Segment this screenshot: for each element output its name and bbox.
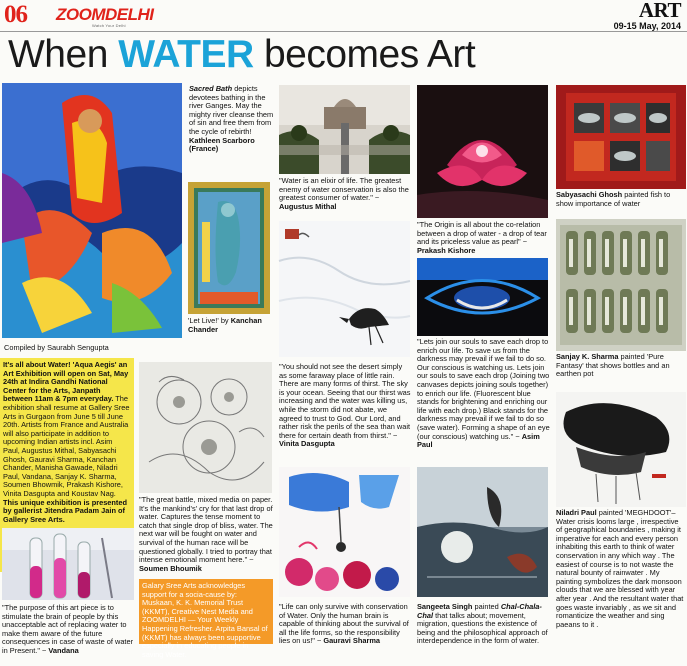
headline-pre: When xyxy=(8,33,119,76)
caption-purpose-text: "The purpose of this art piece is to stimulate the brain of people by this unacceptable act of replacing water to make them aware of the future consequences in case of waste of water in Present." ~ xyxy=(2,603,134,655)
caption-sacred-bath-text: depicts devotees bathing in the river Ganges. May the mighty river cleanse them of sin and free them from the cycle of rebirth! xyxy=(189,84,274,136)
meghdoot-painting xyxy=(556,392,686,507)
caption-chal-text: that talks about; movement, migration, questions the existence of being and the philosophical approach of interdependence in the form of water. xyxy=(417,610,548,646)
caption-origin xyxy=(417,221,550,257)
issue-date: 09-15 May, 2014 xyxy=(613,21,681,31)
caption-let-live-artist: Kanchan Chander xyxy=(188,316,262,334)
caption-fish-text: painted fish to show importance of water xyxy=(556,190,671,208)
purpose-artwork xyxy=(2,528,134,600)
caption-pure-fantasy-artist: Sanjay K. Sharma xyxy=(556,352,619,361)
chal-chala-chal-painting xyxy=(417,467,548,597)
caption-purpose-artist: Vandana xyxy=(48,645,79,655)
support-acknowledgement-box xyxy=(139,579,273,659)
exhibition-info-body: The exhibition shall resume at Gallery Sree Arts in Gurgaon from June 5 till June 20th. Artists from France and Australia will also participate in addition to upcoming Indian artists incl. Asim Paul, Augustus Mithal, Sabyasachi Ghosh, Gauravi Sharma, Kanchan Chander, Manisha Gawade, Niladri Paul, Vandana, Sanjay K. Sharma, Soumen Bhowmik, Prakash Kishore, Vinita Dasgupta and Koustav Nag. xyxy=(3,394,130,498)
caption-elixir-artist: Augustus Mithal xyxy=(279,201,337,211)
sacred-bath-painting xyxy=(2,83,182,338)
caption-meghdoot-text: painted 'MEGHDOOT'– Water crisis looms large , irrespective of geographical boundaries , making it imperative for each and every person inhabiting this earth to think of water conservation in any which way . The easiest of course is to not waste the natural bounty of rainwater . My painting symbolizes the dark monsoon clouds that we are blessed with year after year . And the resultant water that goes waste invariably , as we sit and romanticize the weather and sing paeans to it . xyxy=(556,508,684,629)
caption-pure-fantasy-text: painted 'Pure Fantasy' that shows bottles and an earthen pot xyxy=(556,352,670,379)
caption-origin-artist: Prakash Kishore xyxy=(417,245,476,255)
let-live-painting xyxy=(188,182,270,314)
caption-origin-text: "The Origin is all about the co-relation between a drop of water - a drop of tear and its priceless value as pearl" ~ xyxy=(417,220,547,247)
eye-painting xyxy=(417,258,548,336)
caption-chal-artist: Sangeeta Singh xyxy=(417,602,473,611)
section-label: ART xyxy=(638,0,681,22)
compiled-by: Compiled by Saurabh Sengupta xyxy=(4,343,109,352)
caption-great-battle-text: "The great battle, mixed media on paper. It's the mankind's' cry for that last drop of water. Captures the tense moment to catch that single drop of bliss, water. The next war will be fought on water and survival of the human race will be questioned globally. I tried to portray that intense emotional moment here." ~ xyxy=(139,495,273,565)
logo-wordmark: ZOOMDELHI xyxy=(56,5,154,24)
page-headline xyxy=(8,32,475,78)
exhibition-info-lead: It's all about Water! 'Aqua Aegis' an Art Exhibition will open on Sat, May 24th at Indira Gandhi National Center for the Arts, Janpath between 11am & 7pm everyday. xyxy=(3,360,129,404)
caption-meghdoot-artist: Niladri Paul xyxy=(556,508,597,517)
headline-highlight: WATER xyxy=(118,33,254,76)
caption-desert xyxy=(279,363,411,463)
caption-souls xyxy=(417,338,550,462)
page-number: 06 xyxy=(4,1,27,28)
caption-survive-artist: Gauravi Sharma xyxy=(323,636,381,646)
headline-post: becomes Art xyxy=(253,33,476,76)
logo-tagline: Watch Your Delhi xyxy=(92,23,126,28)
caption-let-live xyxy=(188,317,270,339)
caption-chal-title: Chal-Chala-Chal xyxy=(417,602,542,620)
caption-chal-chala-chal xyxy=(417,603,550,666)
support-acknowledgement-text: Galary Sree Arts acknowledges support for a socia-cause by: Muskaan, K. K. Memorial Trust (KKMT), Creative Nest Media and ZOOMDELHI — Your Weekly Happening Refresher. Arpita Bansal of (KKMT) has always been supportive especially in educating people in saving Water. xyxy=(142,581,268,659)
exhibition-info-tail: This unique exhibition is presented by gallerist Jitendra Padam Jain of Gallery Sree Arts. xyxy=(3,497,128,524)
caption-survive-text: "Life can only survive with conservation of Water. Only the human brain is capable of thinking about the survival of all the life forms, so the responsibility lies on us!" ~ xyxy=(279,602,409,646)
fish-painting xyxy=(556,85,686,189)
caption-chal-mid: painted xyxy=(472,602,501,611)
great-battle-artwork xyxy=(139,362,272,493)
publication-logo xyxy=(56,5,206,27)
survive-painting xyxy=(279,467,410,597)
caption-purpose xyxy=(2,603,136,655)
caption-elixir-text: "Water is an elixir of life. The greatest enemy of water conservation is also the greatest consumer of water." ~ xyxy=(279,176,409,203)
caption-souls-text: "Lets join our souls to save each drop to enrich our life. To save us from the darkness may prevail if we fail to do so. Our conscious is watching us. Lets join our souls to save each drop (Joining two canvases depicts joining souls together) to enrich our life. (Fluorescent blue stands for brightening and enriching our life with each drop.) Black stands for the darkness may prevail if we fail to do so (save water). Forming a shape of an eye (our conscious) watching us." ~ xyxy=(417,337,550,441)
caption-fish-artist: Sabyasachi Ghosh xyxy=(556,190,623,199)
pure-fantasy-painting xyxy=(556,219,686,351)
caption-great-battle xyxy=(139,496,274,576)
caption-souls-artist: Asim Paul xyxy=(417,431,540,450)
crow-artwork xyxy=(279,221,410,357)
caption-desert-text: "You should not see the desert simply as some faraway place of little rain. There are many forms of thirst. The sky is your ocean. Seeing that our thirst was increasing and the water was killing us, while the storm did not abate, we agreed to trust to God. Our Lord, and rather risk the perils of the sea than wait there for certain death from thirst." ~ xyxy=(279,362,411,440)
caption-meghdoot xyxy=(556,509,686,666)
caption-sacred-bath-artist: Kathleen Scarboro (France) xyxy=(189,135,255,154)
caption-pure-fantasy xyxy=(556,353,686,381)
caption-sacred-bath-title: Sacred Bath xyxy=(189,84,233,93)
origin-painting xyxy=(417,85,548,218)
caption-desert-artist: Vinita Dasgupta xyxy=(279,439,335,449)
caption-great-battle-artist: Soumen Bhoumik xyxy=(139,563,202,573)
caption-survive xyxy=(279,603,411,648)
caption-elixir xyxy=(279,177,411,221)
caption-let-live-text: 'Let Live!' by xyxy=(188,316,231,325)
elixir-photo xyxy=(279,85,410,174)
caption-fish xyxy=(556,191,686,211)
